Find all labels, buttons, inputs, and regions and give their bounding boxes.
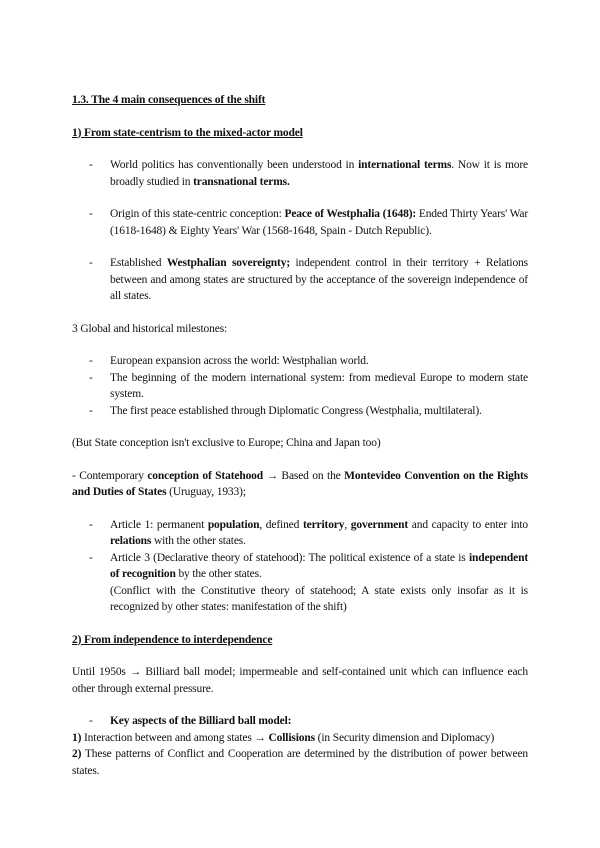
list-item: - European expansion across the world: Westphalian world.	[89, 355, 369, 367]
list-item: - Established Westphalian sovereignty; independent control in their territory + Relations between and among states are structured by the acceptance of the sovereign independence of all states.	[89, 257, 528, 302]
billiard-intro: Until 1950s → Billiard ball model; impermeable and self-contained unit which can influence each other through external pressure.	[72, 666, 528, 695]
milestones-list	[72, 353, 528, 419]
bullet-list-1	[72, 157, 528, 190]
list-item: - The beginning of the modern international system: from medieval Europe to modern state system.	[89, 371, 528, 400]
key-aspects-list	[72, 713, 528, 730]
article-3-note: (Conflict with the Constitutive theory of statehood; A state exists only insofar as it is recognized by other states: manifestation of the shift)	[110, 584, 528, 613]
heading-2: 2) From independence to interdependence	[72, 633, 273, 646]
list-item: - Article 1: permanent population, defined territory, government and capacity to enter into relations with the other states.	[89, 518, 528, 547]
list-item: - Key aspects of the Billiard ball model:	[89, 715, 292, 727]
document-body	[72, 92, 528, 779]
point-1: 1) Interaction between and among states → Collisions (in Security dimension and Diplomacy)	[72, 731, 495, 744]
list-item: - The first peace established through Diplomatic Congress (Westphalia, multilateral).	[89, 404, 482, 417]
section-title: 1.3. The 4 main consequences of the shift	[72, 94, 266, 106]
list-item: - World politics has conventionally been understood in international terms. Now it is more broadly studied in transnational terms.	[89, 159, 528, 188]
list-item: - Article 3 (Declarative theory of statehood): The political existence of a state is independent of recognition by the other states.	[89, 551, 528, 580]
europe-note: (But State conception isn't exclusive to Europe; China and Japan too)	[72, 437, 381, 449]
statehood-paragraph: - Contemporary conception of Statehood → Based on the Montevideo Convention on the Rights and Duties of States (Uruguay, 1933);	[72, 469, 528, 498]
articles-list	[72, 517, 528, 583]
point-2: 2) These patterns of Conflict and Cooperation are determined by the distribution of power between states.	[72, 748, 528, 777]
heading-1: 1) From state-centrism to the mixed-actor model	[72, 126, 303, 139]
milestones-intro: 3 Global and historical milestones:	[72, 322, 228, 335]
list-item: - Origin of this state-centric conception: Peace of Westphalia (1648): Ended Thirty Years' War (1618-1648) & Eighty Years' War (1568-1648, Spain - Dutch Republic).	[89, 208, 528, 237]
